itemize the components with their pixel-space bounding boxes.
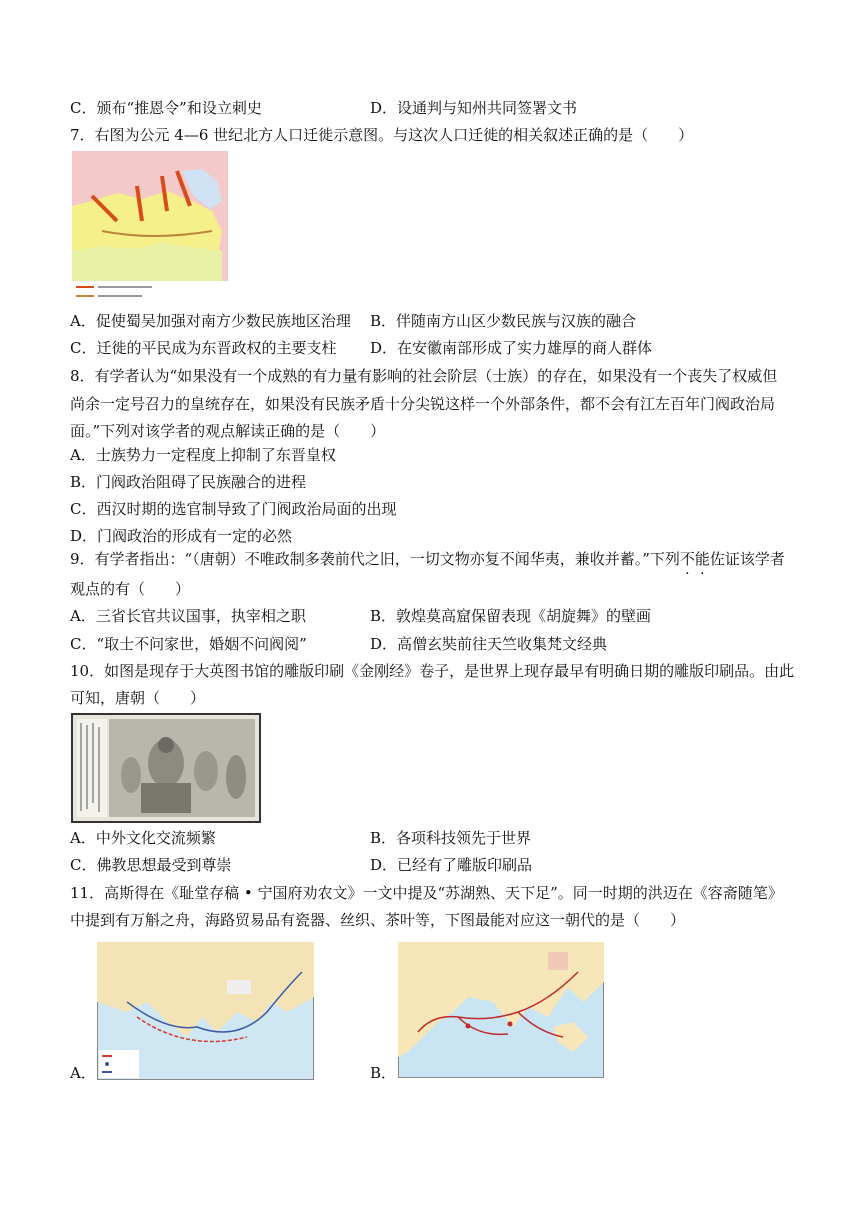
q8-stem-line3: 面。”下列对该学者的观点解读正确的是（ ） <box>70 422 386 440</box>
q9-stem-part1: 9．有学者指出：“（唐朝）不唯政制多袭前代之旧，一切文物亦复不闻华夷，兼收并蓄。”下列 <box>70 550 680 568</box>
q7-option-c: C．迁徙的平民成为东晋政权的主要支柱 <box>70 339 337 357</box>
q8-option-b: B．门阀政治阻碍了民族融合的进程 <box>70 473 307 491</box>
q11-option-b-map <box>398 942 604 1078</box>
q9-option-a: A．三省长官共议国事，执宰相之职 <box>70 607 306 625</box>
q9-option-d: D．高僧玄奘前往天竺收集梵文经典 <box>370 635 608 653</box>
q9-emphasis-char-2: 能 <box>694 550 710 568</box>
q7-migration-map <box>72 151 228 303</box>
q11-option-b-label: B． <box>370 1064 397 1082</box>
q9-stem-part2: 佐证该学者 <box>709 550 785 568</box>
q8-option-d: D．门阀政治的形成有一定的必然 <box>70 527 293 545</box>
q10-stem-line2: 可知，唐朝（ ） <box>70 689 206 707</box>
q11-stem-line1: 11．高斯得在《耻堂存稿 • 宁国府劝农文》一文中提及“苏湖熟、天下足”。同一时期的洪迈在《容斋随笔》 <box>70 884 783 902</box>
q10-stem-line1: 10．如图是现存于大英图书馆的雕版印刷《金刚经》卷子，是世界上现存最早有明确日期的雕版印刷品。由此 <box>70 662 795 680</box>
q10-option-d: D．已经有了雕版印刷品 <box>370 856 533 874</box>
q7-option-d: D．在安徽南部形成了实力雄厚的商人群体 <box>370 339 653 357</box>
q11-option-a-map <box>97 942 314 1080</box>
q10-option-a: A．中外文化交流频繁 <box>70 829 216 847</box>
q6-option-c: C．颁布“推恩令”和设立刺史 <box>70 99 262 117</box>
q7-option-a: A．促使蜀吴加强对南方少数民族地区治理 <box>70 312 351 330</box>
q9-stem-line2: 观点的有（ ） <box>70 580 191 598</box>
q10-option-b: B．各项科技领先于世界 <box>370 829 532 847</box>
q9-option-c: C．“取士不问家世，婚姻不问阀阅” <box>70 635 307 653</box>
q9-option-b: B．敦煌莫高窟保留表现《胡旋舞》的壁画 <box>370 607 652 625</box>
q11-option-a-label: A． <box>70 1064 96 1082</box>
q9-emphasis-char-1: 不 <box>679 550 695 568</box>
q8-option-c: C．西汉时期的选官制导致了门阀政治局面的出现 <box>70 500 397 518</box>
q11-stem-line2: 中提到有万斛之舟，海路贸易品有瓷器、丝织、茶叶等，下图最能对应这一朝代的是（ ） <box>70 911 686 929</box>
q7-stem: 7．右图为公元 4—6 世纪北方人口迁徙示意图。与这次人口迁徙的相关叙述正确的是（ ） <box>70 126 694 144</box>
q10-option-c: C．佛教思想最受到尊崇 <box>70 856 232 874</box>
diamond-sutra-image <box>71 713 261 823</box>
q9-stem-line1 <box>70 549 785 569</box>
q8-stem-line2: 尚余一定号召力的皇统存在，如果没有民族矛盾十分尖锐这样一个外部条件，都不会有江左百年门阀政治局 <box>70 395 776 413</box>
q6-option-d: D．设通判与知州共同签署文书 <box>370 99 578 117</box>
q7-option-b: B．伴随南方山区少数民族与汉族的融合 <box>370 312 637 330</box>
q8-option-a: A．士族势力一定程度上抑制了东晋皇权 <box>70 446 336 464</box>
q8-stem-line1: 8．有学者认为“如果没有一个成熟的有力量有影响的社会阶层（士族）的存在，如果没有一个丧失了权威但 <box>70 367 778 385</box>
